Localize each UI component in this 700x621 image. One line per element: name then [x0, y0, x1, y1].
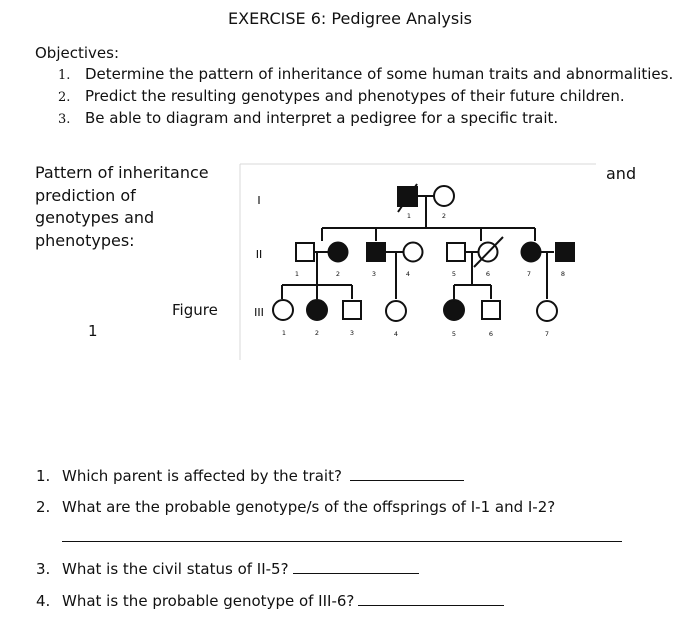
- affected-male-symbol: [367, 243, 385, 261]
- unaffected-female-symbol: [537, 301, 557, 321]
- question-number: 2.: [36, 498, 51, 516]
- question-text: What is the civil status of II-5?: [62, 560, 289, 578]
- objective-item: [58, 64, 673, 86]
- individual-number: 8: [560, 270, 566, 278]
- individual-number: 4: [393, 330, 399, 338]
- answer-blank[interactable]: [293, 559, 419, 574]
- objectives-list: [58, 64, 673, 130]
- unaffected-male-symbol: [343, 301, 361, 319]
- individual-number: 6: [485, 270, 491, 278]
- generation-label: II: [255, 248, 263, 261]
- individual-number: 7: [544, 330, 550, 338]
- question-1: [36, 466, 464, 485]
- unaffected-female-symbol: [404, 243, 423, 262]
- pattern-text-line: genotypes and: [35, 208, 155, 227]
- generation-label: I: [257, 194, 261, 207]
- unaffected-female-symbol: [434, 186, 454, 206]
- objective-number: 2.: [58, 90, 71, 105]
- affected-female-symbol: [444, 300, 464, 320]
- affected-male-symbol: [556, 243, 574, 261]
- generation-label: III: [254, 306, 264, 319]
- objective-item: [58, 86, 673, 108]
- and-text: and: [606, 164, 637, 183]
- individual-number: 5: [451, 270, 457, 278]
- objective-text: Be able to diagram and interpret a pedigree for a specific trait.: [85, 109, 559, 127]
- unaffected-male-symbol: [296, 243, 314, 261]
- individual-number: 2: [314, 329, 320, 337]
- individual-number: 1: [406, 212, 412, 220]
- pattern-text-line: phenotypes:: [35, 230, 135, 250]
- answer-blank[interactable]: [350, 466, 464, 481]
- affected-female-symbol: [329, 243, 348, 262]
- individual-number: 1: [294, 270, 300, 278]
- individual-number: 3: [349, 329, 355, 337]
- individual-number: 2: [441, 212, 447, 220]
- individual-number: 2: [335, 270, 341, 278]
- unaffected-male-symbol: [482, 301, 500, 319]
- individual-number: 1: [281, 329, 287, 337]
- unaffected-male-symbol: [447, 243, 465, 261]
- unaffected-female-symbol: [273, 300, 293, 320]
- question-2: [36, 498, 555, 516]
- individual-number: 6: [488, 330, 494, 338]
- figure-number: 1: [88, 322, 98, 340]
- individual-number: 3: [371, 270, 377, 278]
- pattern-text-line: Pattern of inheritance: [35, 163, 209, 182]
- question-4: [36, 591, 504, 610]
- unaffected-female-symbol: [386, 301, 406, 321]
- individual-number: 7: [526, 270, 532, 278]
- individual-number: 5: [451, 330, 457, 338]
- answer-line[interactable]: [62, 541, 622, 542]
- objective-number: 1.: [58, 68, 71, 83]
- affected-female-symbol: [522, 243, 541, 262]
- individual-number: 4: [405, 270, 411, 278]
- objective-number: 3.: [58, 112, 71, 127]
- objective-item: [58, 108, 673, 130]
- page-title: EXERCISE 6: Pedigree Analysis: [228, 9, 472, 28]
- question-text: What is the probable genotype of III-6?: [62, 592, 355, 610]
- answer-blank[interactable]: [358, 591, 504, 606]
- question-text: Which parent is affected by the trait?: [62, 467, 342, 485]
- question-text: What are the probable genotype/s of the offsprings of I-1 and I-2?: [62, 498, 556, 516]
- question-number: 1.: [36, 467, 51, 485]
- objective-text: Predict the resulting genotypes and phenotypes of their future children.: [85, 87, 625, 105]
- objective-text: Determine the pattern of inheritance of some human traits and abnormalities.: [85, 65, 674, 83]
- question-number: 3.: [36, 560, 51, 578]
- pedigree-diagram: [238, 160, 600, 362]
- pattern-text: [35, 162, 209, 252]
- objectives-heading: Objectives:: [35, 44, 119, 62]
- question-number: 4.: [36, 592, 51, 610]
- affected-female-symbol: [307, 300, 327, 320]
- pattern-text-line: prediction of: [35, 185, 136, 205]
- question-3: [36, 559, 419, 578]
- figure-label: Figure: [172, 301, 218, 319]
